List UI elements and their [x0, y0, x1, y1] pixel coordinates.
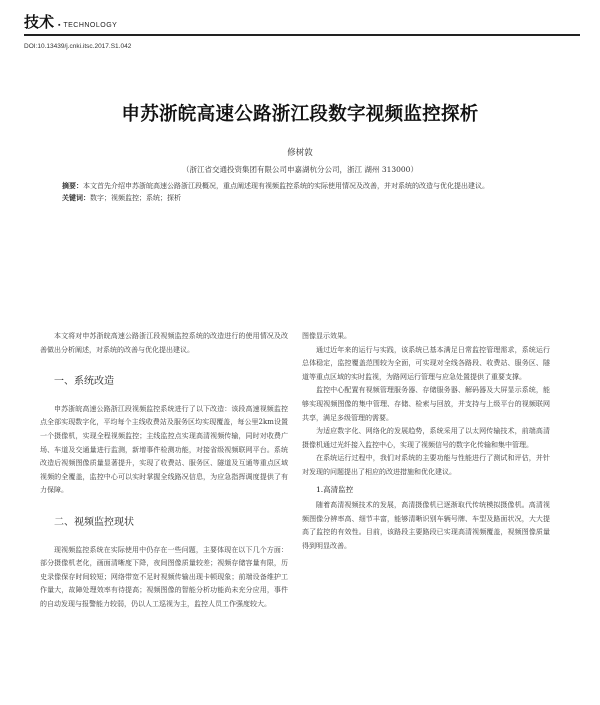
journal-header	[24, 8, 580, 32]
section-2-paragraph: 现视频监控系统在实际使用中仍存在一些问题，主要体现在以下几个方面：部分摄像机老化，画面清晰度下降，夜间图像质量较差；视频存储容量有限，历史录像保存时间较短；网络带宽不足时视频传输出现卡顿现象；前端设备维护工作量大，故障处理效率有待提高；视频图像的智能分析功能尚未充分应用，事件的自动发现与报警能力较弱，仍以人工巡视为主，监控人员工作强度较大。	[40, 545, 288, 608]
section-subtitle: ▪ TECHNOLOGY	[58, 22, 118, 29]
keywords-label: 关键词：	[62, 194, 90, 202]
section-heading-2: 二、视频监控现状	[54, 516, 134, 528]
keywords	[62, 192, 536, 204]
section-1-paragraph: 申苏浙皖高速公路浙江段视频监控系统进行了以下改造：该段高速视频监控点全部实现数字化，平均每个主线收费站及服务区均实现覆盖，每公里2km设置一个摄像机，实现全程视频监控；主线监控点实现高清视频传输，同时对收费广场、车道及交通量进行监测，新增事件检测功能，对接省级视频联网平台。系统改造后视频图像质量显著提升，实现了收费站、服务区、隧道及互通等重点区域视频的全覆盖，监控中心可以实时掌握全线路况信息，为应急指挥调度提供了有力保障。	[40, 404, 288, 495]
intro-paragraph: 本文将对申苏浙皖高速公路浙江段视频监控系统的改造进行的使用情况及改善做出分析阐述，对系统的改善与优化提出建议。	[40, 332, 288, 354]
abstract-text: 本文首先介绍申苏浙皖高速公路浙江段概况，重点阐述现有视频监控系统的实际使用情况及改善，并对系统的改造与优化提出建议。	[83, 182, 489, 190]
header-rule	[24, 34, 580, 36]
affiliation: （浙江省交通投资集团有限公司申嘉湖杭分公司，浙江 湖州 313000）	[182, 165, 418, 174]
paper-title: 申苏浙皖高速公路浙江段数字视频监控探析	[121, 104, 479, 125]
keywords-text: 数字；视频监控；系统；探析	[90, 194, 181, 202]
section-category: 技术	[24, 13, 55, 31]
paragraph-2: 监控中心配置有视频管理服务器、存储服务器、解码器及大屏显示系统，能够实现视频图像的集中管理、存储、检索与回放，并支持与上级平台的视频联网共享，满足多级管理的需要。	[302, 386, 550, 422]
section-heading-1: 一、系统改造	[54, 376, 114, 388]
paragraph-4: 在系统运行过程中，我们对系统的主要功能与性能进行了测试和评估，并针对发现的问题提出了相应的改进措施和优化建议。	[302, 454, 550, 476]
right-column	[302, 330, 550, 554]
left-column	[40, 330, 288, 612]
paragraph-1: 通过近年来的运行与实践，该系统已基本满足日常监控管理需求，系统运行总体稳定，监控覆盖范围较为全面，可实现对全线各路段、收费站、服务区、隧道等重点区域的实时监视，为路网运行管理与应急处置提供了重要支撑。	[302, 345, 550, 381]
continued-text: 图像显示效果。	[302, 332, 351, 340]
abstract-label: 摘要：	[62, 182, 83, 190]
abstract-block	[62, 180, 536, 204]
paragraph-5: 随着高清视频技术的发展，高清摄像机已逐渐取代传统模拟摄像机。高清视频图像分辨率高、细节丰富，能够清晰识别车辆号牌、车型及路面状况，大大提高了监控的有效性。目前，该路段主要路段已实现高清视频覆盖，视频图像质量得到明显改善。	[302, 501, 550, 550]
doi: DOI:10.13439/j.cnki.itsc.2017.S1.042	[24, 43, 132, 50]
subsection-heading: 1.高清监控	[316, 484, 354, 494]
paragraph-3: 为适应数字化、网络化的发展趋势，系统采用了以太网传输技术，前端高清摄像机通过光纤接入监控中心，实现了视频信号的数字化传输和集中管理。	[302, 427, 550, 449]
author: 修树敦	[287, 148, 313, 158]
abstract	[62, 180, 536, 192]
